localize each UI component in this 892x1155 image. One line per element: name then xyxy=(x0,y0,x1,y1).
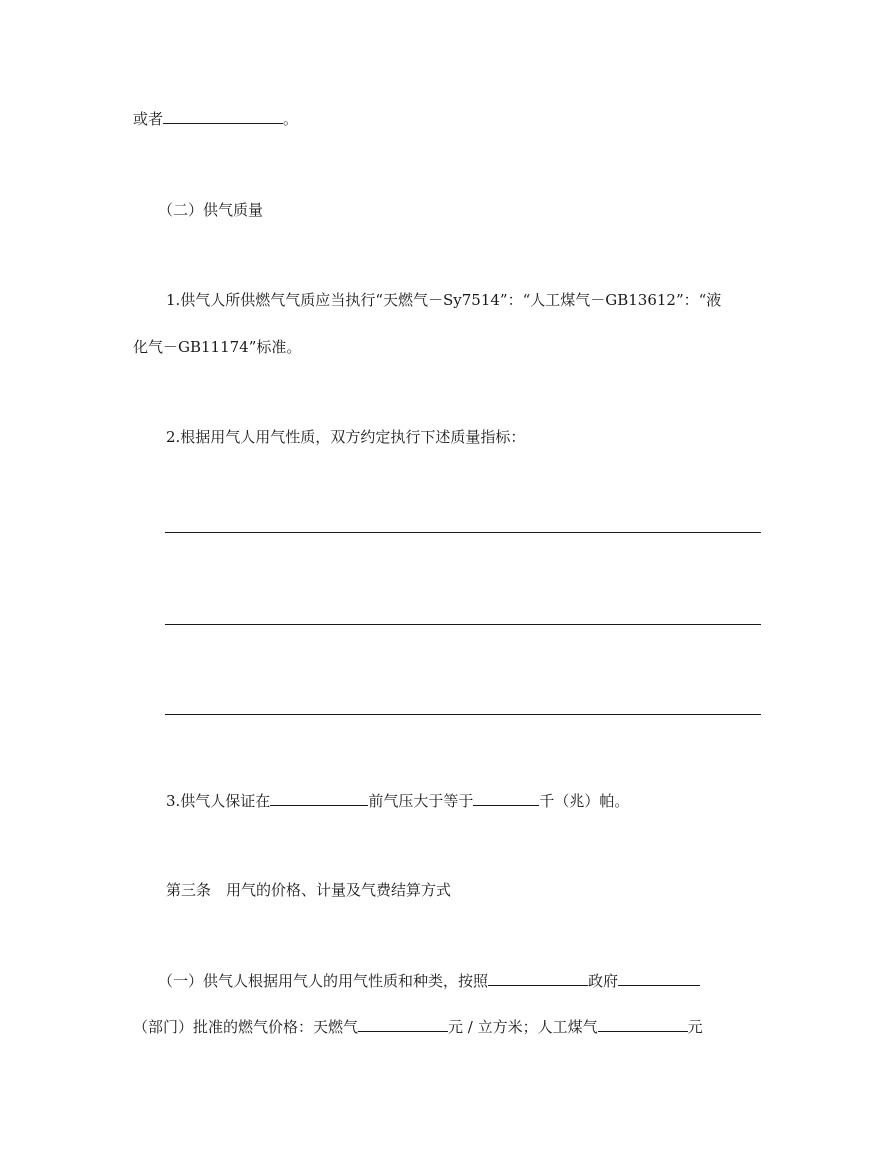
fill-rule-3 xyxy=(165,714,761,715)
fill-rule-2 xyxy=(165,624,761,625)
item-3-text-b: 前气压大于等于 xyxy=(368,792,474,810)
price-text-c: （部门）批准的燃气价格：天燃气 xyxy=(133,1018,359,1036)
item-3 xyxy=(166,790,629,810)
fill-blank-government xyxy=(488,970,588,986)
item-3-text-c: 千（兆）帕。 xyxy=(539,792,630,810)
paragraph-price-line-2 xyxy=(133,1016,703,1036)
text-line-or xyxy=(133,108,298,128)
fill-blank-pressure xyxy=(473,790,539,806)
item-1-line-2: 化气－GB11174”标准。 xyxy=(133,338,302,356)
fill-blank-department xyxy=(618,970,700,986)
fill-blank xyxy=(163,108,283,124)
fill-blank-natural-gas-price xyxy=(358,1016,448,1032)
article-3-title: 第三条 用气的价格、计量及气费结算方式 xyxy=(166,881,452,899)
price-text-d: 元 / 立方米；人工煤气 xyxy=(448,1018,598,1036)
price-text-e: 元 xyxy=(687,1018,703,1036)
price-text-b: 政府 xyxy=(588,972,619,990)
section-heading-supply-quality: （二）供气质量 xyxy=(158,201,264,219)
price-text-a: （一）供气人根据用气人的用气性质和种类，按照 xyxy=(158,972,489,990)
item-1-line-1: 1.供气人所供燃气气质应当执行“天燃气－Sy7514”：“人工煤气－GB13612”：“液 xyxy=(166,291,722,309)
fill-blank-coal-gas-price xyxy=(598,1016,688,1032)
fill-rule-1 xyxy=(165,532,761,533)
text-or: 或者 xyxy=(133,110,164,128)
paragraph-price-line-1 xyxy=(158,970,700,990)
text-period: 。 xyxy=(283,110,299,128)
item-3-text-a: 3.供气人保证在 xyxy=(166,792,271,810)
item-2: 2.根据用气人用气性质，双方约定执行下述质量指标： xyxy=(166,428,526,446)
fill-blank-location xyxy=(270,790,368,806)
